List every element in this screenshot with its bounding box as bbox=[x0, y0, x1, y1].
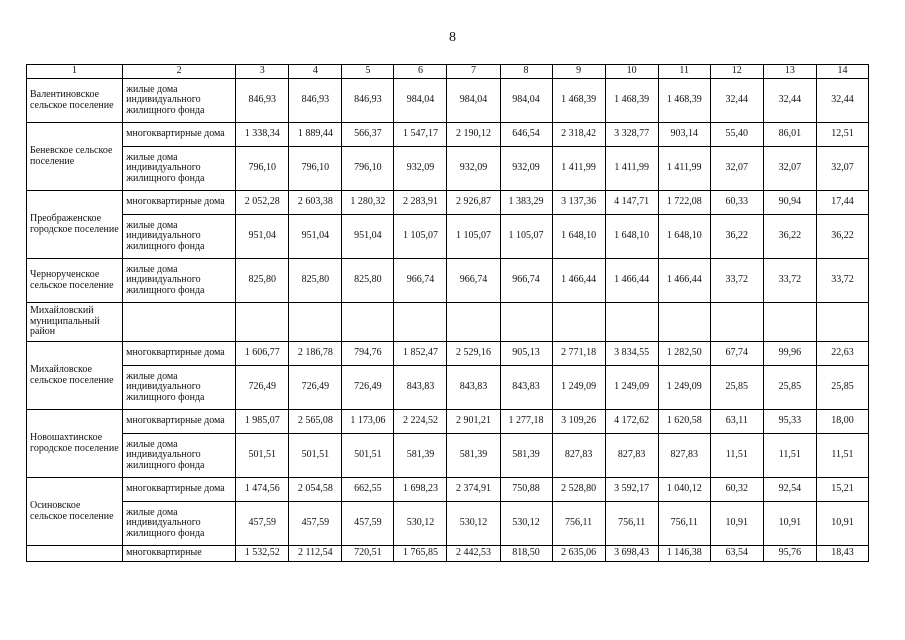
value-cell: 3 109,26 bbox=[552, 410, 605, 434]
value-cell: 756,11 bbox=[605, 502, 658, 546]
housing-type-cell: жилые дома индивидуального жилищного фонда bbox=[123, 434, 236, 478]
value-cell: 2 112,54 bbox=[289, 546, 342, 562]
value-cell: 501,51 bbox=[342, 434, 394, 478]
value-cell: 60,32 bbox=[710, 478, 763, 502]
value-cell: 566,37 bbox=[342, 123, 394, 147]
value-cell: 3 834,55 bbox=[605, 342, 658, 366]
value-cell: 846,93 bbox=[342, 79, 394, 123]
value-cell: 10,91 bbox=[710, 502, 763, 546]
value-cell: 827,83 bbox=[605, 434, 658, 478]
value-cell: 32,44 bbox=[763, 79, 816, 123]
value-cell: 33,72 bbox=[816, 259, 868, 303]
value-cell: 756,11 bbox=[552, 502, 605, 546]
value-cell bbox=[605, 303, 658, 342]
settlement-cell: Чернорученское сельское поселение bbox=[27, 259, 123, 303]
table-row bbox=[27, 259, 869, 303]
value-cell: 95,76 bbox=[763, 546, 816, 562]
value-cell: 3 592,17 bbox=[605, 478, 658, 502]
value-cell: 457,59 bbox=[342, 502, 394, 546]
value-cell: 2 224,52 bbox=[394, 410, 447, 434]
value-cell: 501,51 bbox=[236, 434, 289, 478]
value-cell: 2 283,91 bbox=[394, 191, 447, 215]
column-header: 3 bbox=[236, 65, 289, 79]
value-cell: 932,09 bbox=[447, 147, 500, 191]
value-cell: 581,39 bbox=[447, 434, 500, 478]
housing-type-cell: жилые дома индивидуального жилищного фонда bbox=[123, 259, 236, 303]
value-cell: 827,83 bbox=[658, 434, 710, 478]
value-cell: 501,51 bbox=[289, 434, 342, 478]
value-cell: 63,54 bbox=[710, 546, 763, 562]
table-row bbox=[27, 366, 869, 410]
value-cell: 95,33 bbox=[763, 410, 816, 434]
housing-type-cell: жилые дома индивидуального жилищного фонда bbox=[123, 366, 236, 410]
value-cell: 726,49 bbox=[342, 366, 394, 410]
value-cell: 825,80 bbox=[342, 259, 394, 303]
value-cell: 10,91 bbox=[763, 502, 816, 546]
housing-type-cell: многоквартирные дома bbox=[123, 478, 236, 502]
value-cell: 32,44 bbox=[816, 79, 868, 123]
value-cell: 1 249,09 bbox=[552, 366, 605, 410]
settlement-cell: Новошахтинское городское поселение bbox=[27, 410, 123, 478]
value-cell: 932,09 bbox=[394, 147, 447, 191]
value-cell: 530,12 bbox=[500, 502, 552, 546]
value-cell: 1 411,99 bbox=[658, 147, 710, 191]
value-cell: 36,22 bbox=[763, 215, 816, 259]
value-cell: 2 603,38 bbox=[289, 191, 342, 215]
value-cell: 33,72 bbox=[763, 259, 816, 303]
value-cell bbox=[658, 303, 710, 342]
value-cell: 966,74 bbox=[394, 259, 447, 303]
value-cell: 2 054,58 bbox=[289, 478, 342, 502]
value-cell: 3 328,77 bbox=[605, 123, 658, 147]
table-row bbox=[27, 546, 869, 562]
column-header: 13 bbox=[763, 65, 816, 79]
column-header: 14 bbox=[816, 65, 868, 79]
column-header: 10 bbox=[605, 65, 658, 79]
value-cell: 2 926,87 bbox=[447, 191, 500, 215]
value-cell: 1 105,07 bbox=[447, 215, 500, 259]
value-cell: 457,59 bbox=[236, 502, 289, 546]
table-row bbox=[27, 478, 869, 502]
value-cell: 457,59 bbox=[289, 502, 342, 546]
value-cell: 951,04 bbox=[342, 215, 394, 259]
value-cell: 720,51 bbox=[342, 546, 394, 562]
value-cell bbox=[447, 303, 500, 342]
column-header: 9 bbox=[552, 65, 605, 79]
table-row bbox=[27, 342, 869, 366]
value-cell: 2 052,28 bbox=[236, 191, 289, 215]
value-cell: 951,04 bbox=[236, 215, 289, 259]
value-cell: 63,11 bbox=[710, 410, 763, 434]
value-cell: 1 620,58 bbox=[658, 410, 710, 434]
value-cell: 1 468,39 bbox=[605, 79, 658, 123]
value-cell: 796,10 bbox=[289, 147, 342, 191]
value-cell: 581,39 bbox=[394, 434, 447, 478]
value-cell: 1 040,12 bbox=[658, 478, 710, 502]
housing-type-cell: жилые дома индивидуального жилищного фонда bbox=[123, 502, 236, 546]
value-cell: 1 411,99 bbox=[605, 147, 658, 191]
value-cell: 1 383,29 bbox=[500, 191, 552, 215]
settlement-cell: Беневское сельское поселение bbox=[27, 123, 123, 191]
value-cell: 581,39 bbox=[500, 434, 552, 478]
value-cell: 36,22 bbox=[710, 215, 763, 259]
value-cell: 966,74 bbox=[447, 259, 500, 303]
column-header: 7 bbox=[447, 65, 500, 79]
housing-type-cell: многоквартирные дома bbox=[123, 191, 236, 215]
value-cell bbox=[342, 303, 394, 342]
value-cell: 55,40 bbox=[710, 123, 763, 147]
table-row bbox=[27, 410, 869, 434]
value-cell: 1 648,10 bbox=[552, 215, 605, 259]
value-cell: 25,85 bbox=[710, 366, 763, 410]
housing-type-cell: многоквартирные bbox=[123, 546, 236, 562]
value-cell: 796,10 bbox=[236, 147, 289, 191]
housing-type-cell: жилые дома индивидуального жилищного фонда bbox=[123, 215, 236, 259]
value-cell: 646,54 bbox=[500, 123, 552, 147]
column-header: 5 bbox=[342, 65, 394, 79]
value-cell: 4 147,71 bbox=[605, 191, 658, 215]
value-cell: 25,85 bbox=[763, 366, 816, 410]
value-cell: 818,50 bbox=[500, 546, 552, 562]
value-cell: 1 280,32 bbox=[342, 191, 394, 215]
value-cell: 846,93 bbox=[289, 79, 342, 123]
table-row bbox=[27, 123, 869, 147]
value-cell: 825,80 bbox=[289, 259, 342, 303]
value-cell: 1 282,50 bbox=[658, 342, 710, 366]
value-cell: 1 277,18 bbox=[500, 410, 552, 434]
value-cell: 2 374,91 bbox=[447, 478, 500, 502]
settlement-cell: Михайловское сельское поселение bbox=[27, 342, 123, 410]
value-cell bbox=[552, 303, 605, 342]
value-cell: 1 474,56 bbox=[236, 478, 289, 502]
table-row bbox=[27, 502, 869, 546]
value-cell: 1 411,99 bbox=[552, 147, 605, 191]
value-cell bbox=[500, 303, 552, 342]
value-cell: 11,51 bbox=[710, 434, 763, 478]
column-header: 11 bbox=[658, 65, 710, 79]
value-cell: 984,04 bbox=[394, 79, 447, 123]
housing-type-cell: многоквартирные дома bbox=[123, 410, 236, 434]
column-header: 12 bbox=[710, 65, 763, 79]
value-cell: 32,07 bbox=[710, 147, 763, 191]
value-cell bbox=[763, 303, 816, 342]
value-cell: 2 186,78 bbox=[289, 342, 342, 366]
value-cell: 22,63 bbox=[816, 342, 868, 366]
table-row bbox=[27, 303, 869, 342]
value-cell: 984,04 bbox=[500, 79, 552, 123]
value-cell: 32,07 bbox=[816, 147, 868, 191]
value-cell: 1 466,44 bbox=[658, 259, 710, 303]
value-cell: 530,12 bbox=[394, 502, 447, 546]
value-cell: 932,09 bbox=[500, 147, 552, 191]
value-cell bbox=[289, 303, 342, 342]
value-cell: 984,04 bbox=[447, 79, 500, 123]
settlement-cell: Михайловский муниципальный район bbox=[27, 303, 123, 342]
value-cell: 90,94 bbox=[763, 191, 816, 215]
value-cell: 1 532,52 bbox=[236, 546, 289, 562]
value-cell: 12,51 bbox=[816, 123, 868, 147]
value-cell: 18,43 bbox=[816, 546, 868, 562]
value-cell: 67,74 bbox=[710, 342, 763, 366]
value-cell: 951,04 bbox=[289, 215, 342, 259]
value-cell: 1 466,44 bbox=[605, 259, 658, 303]
column-number-row bbox=[27, 65, 869, 79]
value-cell: 1 338,34 bbox=[236, 123, 289, 147]
value-cell: 843,83 bbox=[447, 366, 500, 410]
settlement-cell: Преображенское городское поселение bbox=[27, 191, 123, 259]
value-cell: 2 318,42 bbox=[552, 123, 605, 147]
value-cell: 843,83 bbox=[500, 366, 552, 410]
housing-type-cell bbox=[123, 303, 236, 342]
housing-type-cell: многоквартирные дома bbox=[123, 123, 236, 147]
value-cell: 1 765,85 bbox=[394, 546, 447, 562]
value-cell: 756,11 bbox=[658, 502, 710, 546]
value-cell: 726,49 bbox=[289, 366, 342, 410]
value-cell: 32,44 bbox=[710, 79, 763, 123]
value-cell: 726,49 bbox=[236, 366, 289, 410]
value-cell bbox=[816, 303, 868, 342]
table-row bbox=[27, 191, 869, 215]
tariff-table bbox=[26, 64, 869, 562]
value-cell bbox=[394, 303, 447, 342]
table-row bbox=[27, 79, 869, 123]
housing-type-cell: жилые дома индивидуального жилищного фонда bbox=[123, 79, 236, 123]
value-cell: 32,07 bbox=[763, 147, 816, 191]
value-cell: 1 468,39 bbox=[658, 79, 710, 123]
column-header: 4 bbox=[289, 65, 342, 79]
value-cell: 11,51 bbox=[763, 434, 816, 478]
value-cell: 18,00 bbox=[816, 410, 868, 434]
value-cell: 794,76 bbox=[342, 342, 394, 366]
value-cell: 3 137,36 bbox=[552, 191, 605, 215]
housing-type-cell: многоквартирные дома bbox=[123, 342, 236, 366]
value-cell: 2 901,21 bbox=[447, 410, 500, 434]
value-cell: 1 852,47 bbox=[394, 342, 447, 366]
value-cell: 662,55 bbox=[342, 478, 394, 502]
value-cell: 99,96 bbox=[763, 342, 816, 366]
page-number: 8 bbox=[449, 30, 456, 45]
value-cell: 1 105,07 bbox=[394, 215, 447, 259]
value-cell: 1 698,23 bbox=[394, 478, 447, 502]
value-cell: 1 468,39 bbox=[552, 79, 605, 123]
value-cell: 36,22 bbox=[816, 215, 868, 259]
value-cell: 86,01 bbox=[763, 123, 816, 147]
settlement-cell: Валентиновское сельское поселение bbox=[27, 79, 123, 123]
value-cell: 1 722,08 bbox=[658, 191, 710, 215]
value-cell: 825,80 bbox=[236, 259, 289, 303]
value-cell: 1 547,17 bbox=[394, 123, 447, 147]
value-cell: 92,54 bbox=[763, 478, 816, 502]
table-row bbox=[27, 215, 869, 259]
value-cell: 1 985,07 bbox=[236, 410, 289, 434]
value-cell: 796,10 bbox=[342, 147, 394, 191]
value-cell: 846,93 bbox=[236, 79, 289, 123]
value-cell: 1 648,10 bbox=[605, 215, 658, 259]
column-header: 2 bbox=[123, 65, 236, 79]
value-cell: 15,21 bbox=[816, 478, 868, 502]
value-cell: 11,51 bbox=[816, 434, 868, 478]
value-cell: 1 146,38 bbox=[658, 546, 710, 562]
value-cell: 33,72 bbox=[710, 259, 763, 303]
value-cell: 1 249,09 bbox=[605, 366, 658, 410]
value-cell: 966,74 bbox=[500, 259, 552, 303]
value-cell: 2 190,12 bbox=[447, 123, 500, 147]
value-cell: 2 565,08 bbox=[289, 410, 342, 434]
column-header: 1 bbox=[27, 65, 123, 79]
value-cell: 2 442,53 bbox=[447, 546, 500, 562]
settlement-cell: Осиновское сельское поселение bbox=[27, 478, 123, 546]
value-cell: 1 105,07 bbox=[500, 215, 552, 259]
value-cell bbox=[710, 303, 763, 342]
value-cell: 1 648,10 bbox=[658, 215, 710, 259]
value-cell: 2 529,16 bbox=[447, 342, 500, 366]
value-cell: 827,83 bbox=[552, 434, 605, 478]
value-cell: 60,33 bbox=[710, 191, 763, 215]
value-cell: 2 771,18 bbox=[552, 342, 605, 366]
value-cell: 905,13 bbox=[500, 342, 552, 366]
value-cell: 1 889,44 bbox=[289, 123, 342, 147]
value-cell: 750,88 bbox=[500, 478, 552, 502]
value-cell: 25,85 bbox=[816, 366, 868, 410]
value-cell: 843,83 bbox=[394, 366, 447, 410]
housing-type-cell: жилые дома индивидуального жилищного фонда bbox=[123, 147, 236, 191]
value-cell: 10,91 bbox=[816, 502, 868, 546]
value-cell: 1 466,44 bbox=[552, 259, 605, 303]
value-cell: 1 173,06 bbox=[342, 410, 394, 434]
value-cell: 1 249,09 bbox=[658, 366, 710, 410]
value-cell: 2 528,80 bbox=[552, 478, 605, 502]
value-cell bbox=[236, 303, 289, 342]
value-cell: 903,14 bbox=[658, 123, 710, 147]
value-cell: 530,12 bbox=[447, 502, 500, 546]
table-row bbox=[27, 147, 869, 191]
column-header: 6 bbox=[394, 65, 447, 79]
table-row bbox=[27, 434, 869, 478]
value-cell: 17,44 bbox=[816, 191, 868, 215]
value-cell: 3 698,43 bbox=[605, 546, 658, 562]
value-cell: 1 606,77 bbox=[236, 342, 289, 366]
column-header: 8 bbox=[500, 65, 552, 79]
settlement-cell bbox=[27, 546, 123, 562]
value-cell: 2 635,06 bbox=[552, 546, 605, 562]
value-cell: 4 172,62 bbox=[605, 410, 658, 434]
